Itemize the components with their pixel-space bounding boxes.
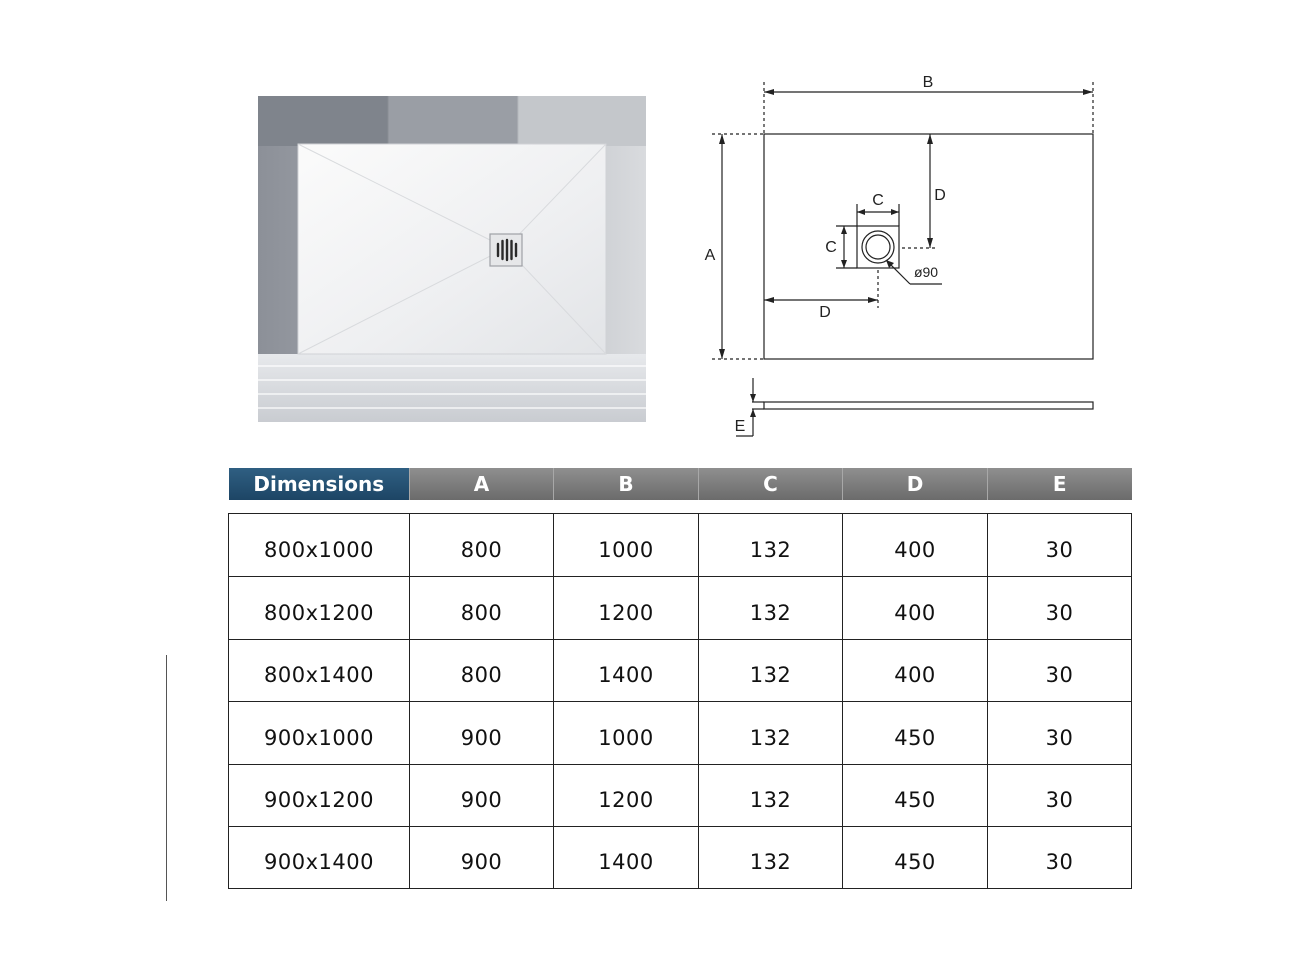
table-cell: 132 [699,514,843,577]
table-row [229,640,1132,702]
table-cell: 900x1200 [229,765,410,827]
header-dimensions: Dimensions [229,468,410,500]
label-c-left: C [825,239,837,256]
table-cell: 800x1400 [229,640,410,702]
table-cell: 30 [988,514,1132,577]
table-cell: 800 [410,640,554,702]
table-cell: 450 [843,702,988,765]
dimensions-table [228,468,1132,889]
label-d-bottom: D [819,304,831,321]
table-cell: 400 [843,577,988,640]
table-cell: 800x1200 [229,577,410,640]
header-d: D [843,468,988,500]
header-c: C [699,468,843,500]
table-cell: 132 [699,640,843,702]
table-cell: 1400 [554,640,699,702]
header-b: B [554,468,699,500]
table-cell: 132 [699,702,843,765]
table-cell: 800 [410,577,554,640]
table-cell: 30 [988,765,1132,827]
table-cell: 400 [843,514,988,577]
table-header [229,468,1132,500]
table-cell: 900x1400 [229,827,410,889]
table-cell: 450 [843,827,988,889]
table-cell: 132 [699,765,843,827]
table-cell: 450 [843,765,988,827]
table-row [229,702,1132,765]
table-cell: 900 [410,827,554,889]
table-cell: 132 [699,827,843,889]
drain-cover-icon [490,234,522,266]
header-a: A [410,468,554,500]
table-row [229,765,1132,827]
table-cell: 1200 [554,577,699,640]
label-b: B [922,74,934,91]
label-diameter: ø90 [913,264,939,280]
tray-outline [764,134,1093,359]
label-d-top: D [934,187,946,204]
label-e: E [734,418,746,435]
table-cell: 30 [988,640,1132,702]
label-a: A [704,247,716,264]
table-cell: 1000 [554,514,699,577]
header-e: E [988,468,1132,500]
divider [166,655,167,901]
table-cell: 30 [988,827,1132,889]
table-cell: 30 [988,702,1132,765]
technical-drawing [690,60,1120,450]
table-cell: 1400 [554,827,699,889]
table-row [229,827,1132,889]
table-cell: 1200 [554,765,699,827]
table-row [229,514,1132,577]
table-cell: 400 [843,640,988,702]
label-c-top: C [872,192,884,209]
table-cell: 30 [988,577,1132,640]
table-row [229,577,1132,640]
table-cell: 1000 [554,702,699,765]
table-cell: 900x1000 [229,702,410,765]
table-cell: 132 [699,577,843,640]
table-cell: 800x1000 [229,514,410,577]
table-cell: 800 [410,514,554,577]
table-cell: 900 [410,765,554,827]
table-cell: 900 [410,702,554,765]
shower-tray-photo [258,96,646,422]
